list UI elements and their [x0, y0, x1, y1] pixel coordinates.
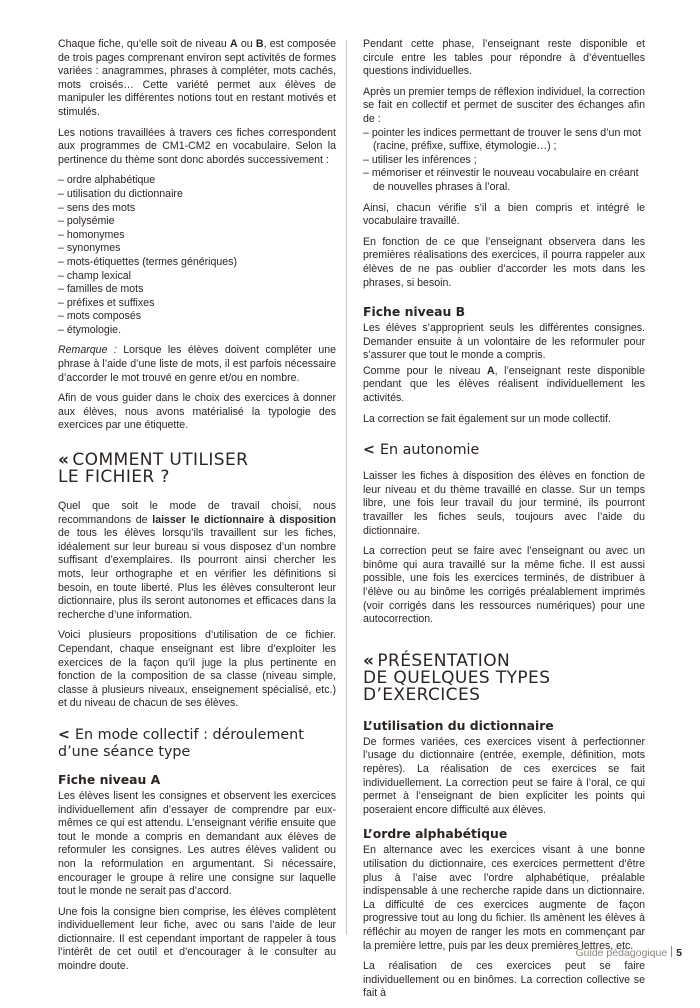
right-paragraph-1: Pendant cette phase, l’enseignant reste disponible et circule entre les tables pour répondre à d’éventuelles questions individuelles. [363, 38, 645, 78]
section1-paragraph-1: Quel que soit le mode de travail choisi, nous recommandons de laisser le dictionnaire à disposition de tous les élèves lorsqu’ils travaillent sur les fiches, idéalement sur leur bureau si vous disposez d’un nombre suffisant d’exemplaires. Ils pourront ainsi chercher les mots, leur orthographe et en vérifier les définitions si besoin, en toute liberté. Plus les élèves consulteront leur dictionnaire, plus ils seront autonomes et efficaces dans la recherche d’une information. [58, 500, 336, 621]
column-divider [346, 40, 347, 935]
subsection-title-mode-collectif: < En mode collectif : déroulement d’une séance type [58, 726, 304, 760]
section-title-presentation: « PRÉSENTATION DE QUELQUES TYPES D’EXERCICES [363, 650, 551, 705]
ordre-alphabetique-title: L’ordre alphabétique [363, 826, 508, 842]
right-paragraph-3: Ainsi, chacun vérifie s’il a bien compris et intégré le vocabulaire travaillé. [363, 201, 645, 228]
correction-bullets [363, 127, 645, 195]
remarque-paragraph: Remarque : Lorsque les élèves doivent compléter une phrase à l’aide d’une liste de mots, il est parfois nécessaire d’accorder le mot trouvé en genre et/ou en nombre. [58, 344, 336, 384]
list-item: – mots-étiquettes (termes génériques) [58, 255, 237, 268]
list-item: – mots composés [58, 310, 142, 323]
right-paragraph-2: Après un premier temps de réflexion individuel, la correction se fait en collectif et permet de susciter des échanges afin de : [363, 85, 645, 125]
fiche-niveau-a-title: Fiche niveau A [58, 771, 161, 787]
list-item: – synonymes [58, 242, 121, 255]
autonomie-paragraph-1: Laisser les fiches à disposition des élèves en fonction de leur niveau et du thème travaillé en classe. Sur un temps libre, une fois leur travail du jour terminé, ils pourront travailler les fiches seuls, toujours avec l’aide du dictionnaire. [363, 470, 645, 537]
fiche-b-paragraph-1: Les élèves s’approprient seuls les différentes consignes. Demander ensuite à un volontaire de les reformuler pour s’assurer que tout le monde a compris. [363, 322, 645, 362]
section-title-comment-utiliser: « COMMENT UTILISER LE FICHIER ? [58, 450, 249, 488]
chevron-left-icon: < [58, 726, 70, 743]
list-item: – ordre alphabétique [58, 174, 156, 187]
list-item: – mémoriser et réinvestir le nouveau vocabulaire en créant de nouvelles phrases à l’oral. [363, 167, 639, 193]
subsection-title-autonomie: < En autonomie [363, 442, 480, 459]
list-item: – familles de mots [58, 283, 144, 296]
intro-paragraph-2: Les notions travaillées à travers ces fiches correspondent aux programmes de CM1-CM2 en vocabulaire. Selon la pertinence du thème sont donc abordés successivement : [58, 126, 336, 166]
intro-paragraph-1: Chaque fiche, qu’elle soit de niveau A ou B, est composée de trois pages comprenant environ sept activités de formes variées : anagrammes, phrases à compléter, mots cachés, mots croisés… Cette variété permet aux élèves de manipuler les différentes notions tout en restant motivés et stimulés. [58, 38, 336, 118]
right-paragraph-4: En fonction de ce que l’enseignant observera dans les premières réalisations des exercices, il pourra rappeler aux élèves de ne pas oublier d’accorder les mots dans les phrases, si besoin. [363, 235, 645, 289]
list-item: – pointer les indices permettant de trouver le sens d’un mot (racine, préfixe, suffixe, étymologie…) ; [363, 126, 641, 153]
fiche-a-paragraph-2: Une fois la consigne bien comprise, les élèves complètent individuellement leur fiche, avec ou sans l’aide de leur dictionnaire. Il est cependant important de rappeler à tous l’intérêt de cet outil et d’encourager à le consulter au moindre doute. [58, 905, 336, 973]
fiche-b-paragraph-2: Comme pour le niveau A, l’enseignant reste disponible pendant que les élèves réalisent individuellement les activités. [363, 364, 645, 405]
dictionnaire-title: L’utilisation du dictionnaire [363, 717, 554, 733]
chevron-left-icon: < [363, 442, 375, 459]
notions-list [58, 174, 336, 337]
list-item: – utilisation du dictionnaire [58, 187, 183, 200]
list-item: – préfixes et suffixes [58, 296, 155, 309]
list-item: – étymologie. [58, 323, 122, 336]
fiche-a-paragraph-1: Les élèves lisent les consignes et observent les exercices individuellement afin d’essayer de comprendre par eux-mêmes ce qui est attendu. L’enseignant vérifie ensuite que tout le monde a compris en demandant aux élèves de reformuler les consignes. Les autres élèves valident ou non la reformulation en argumentant. Si nécessaire, encourager le groupe à relire une consigne sur laquelle tout le monde ne serait pas d’accord. [58, 789, 336, 898]
fiche-b-paragraph-3: La correction se fait également sur un mode collectif. [363, 412, 611, 425]
page-number: 5 [676, 947, 682, 959]
dictionnaire-paragraph: De formes variées, ces exercices visent à perfectionner l’usage du dictionnaire (entrée, exemple, définition, mots repères). La réalisation de ces exercices se fait individuellement. La correction peut se faire à l’oral, ce qui permet à l’enseignant de bien expliciter les points qui poseraient encore difficulté aux élèves. [363, 735, 645, 816]
list-item: – utiliser les inférences ; [363, 153, 477, 166]
footer-separator [671, 946, 672, 957]
page-footer [575, 946, 682, 959]
list-item: – champ lexical [58, 269, 132, 282]
list-item: – polysémie [58, 215, 115, 228]
fiche-niveau-b-title: Fiche niveau B [363, 304, 466, 320]
right-column [363, 38, 645, 1008]
autonomie-paragraph-2: La correction peut se faire avec l’enseignant ou avec un binôme qui aura travaillé sur la même fiche. Il est aussi possible, une fois les exercices terminés, de distribuer à l’élève ou au binôme les corrigés préalablement imprimés (voir corrigés dans les ressources numériques) pour une autocorrection. [363, 545, 645, 626]
footer-label: Guide pédagogique [575, 947, 668, 959]
double-chevron-left-icon: « [363, 650, 375, 671]
section1-paragraph-2: Voici plusieurs propositions d’utilisation de ce fichier. Cependant, chaque enseignant est libre d’exploiter les exercices de la façon qu’il juge la plus pertinente en fonction de la composition de sa classe (niveau simple, classe à plusieurs niveaux, enseignement spécialisé, etc.) et du niveau de chacun de ses élèves. [58, 629, 336, 710]
double-chevron-left-icon: « [58, 450, 70, 471]
remarque-label: Remarque : [58, 344, 117, 357]
alphabetique-paragraph-1: En alternance avec les exercices visant à une bonne utilisation du dictionnaire, ces exercices permettent d’être plus à l’aise avec l’ordre alphabétique, préalable indispensable à une recherche rapide dans un dictionnaire. La difficulté de ces exercices augmente de façon progressive tout au long du fichier. Ils amènent les élèves à réfléchir au moyen de ranger les mots en commençant par la première lettre, puis par les deux premières lettres, etc. [363, 844, 645, 952]
alphabetique-paragraph-2: La réalisation de ces exercices peut se faire individuellement ou en binômes. La correction collective se fait à [363, 960, 645, 1000]
list-item: – sens des mots [58, 201, 136, 214]
list-item: – homonymes [58, 228, 125, 241]
intro-paragraph-3: Afin de vous guider dans le choix des exercices à donner aux élèves, nous avons matérialisé la typologie des exercices par une étiquette. [58, 392, 336, 432]
left-column [58, 38, 336, 981]
